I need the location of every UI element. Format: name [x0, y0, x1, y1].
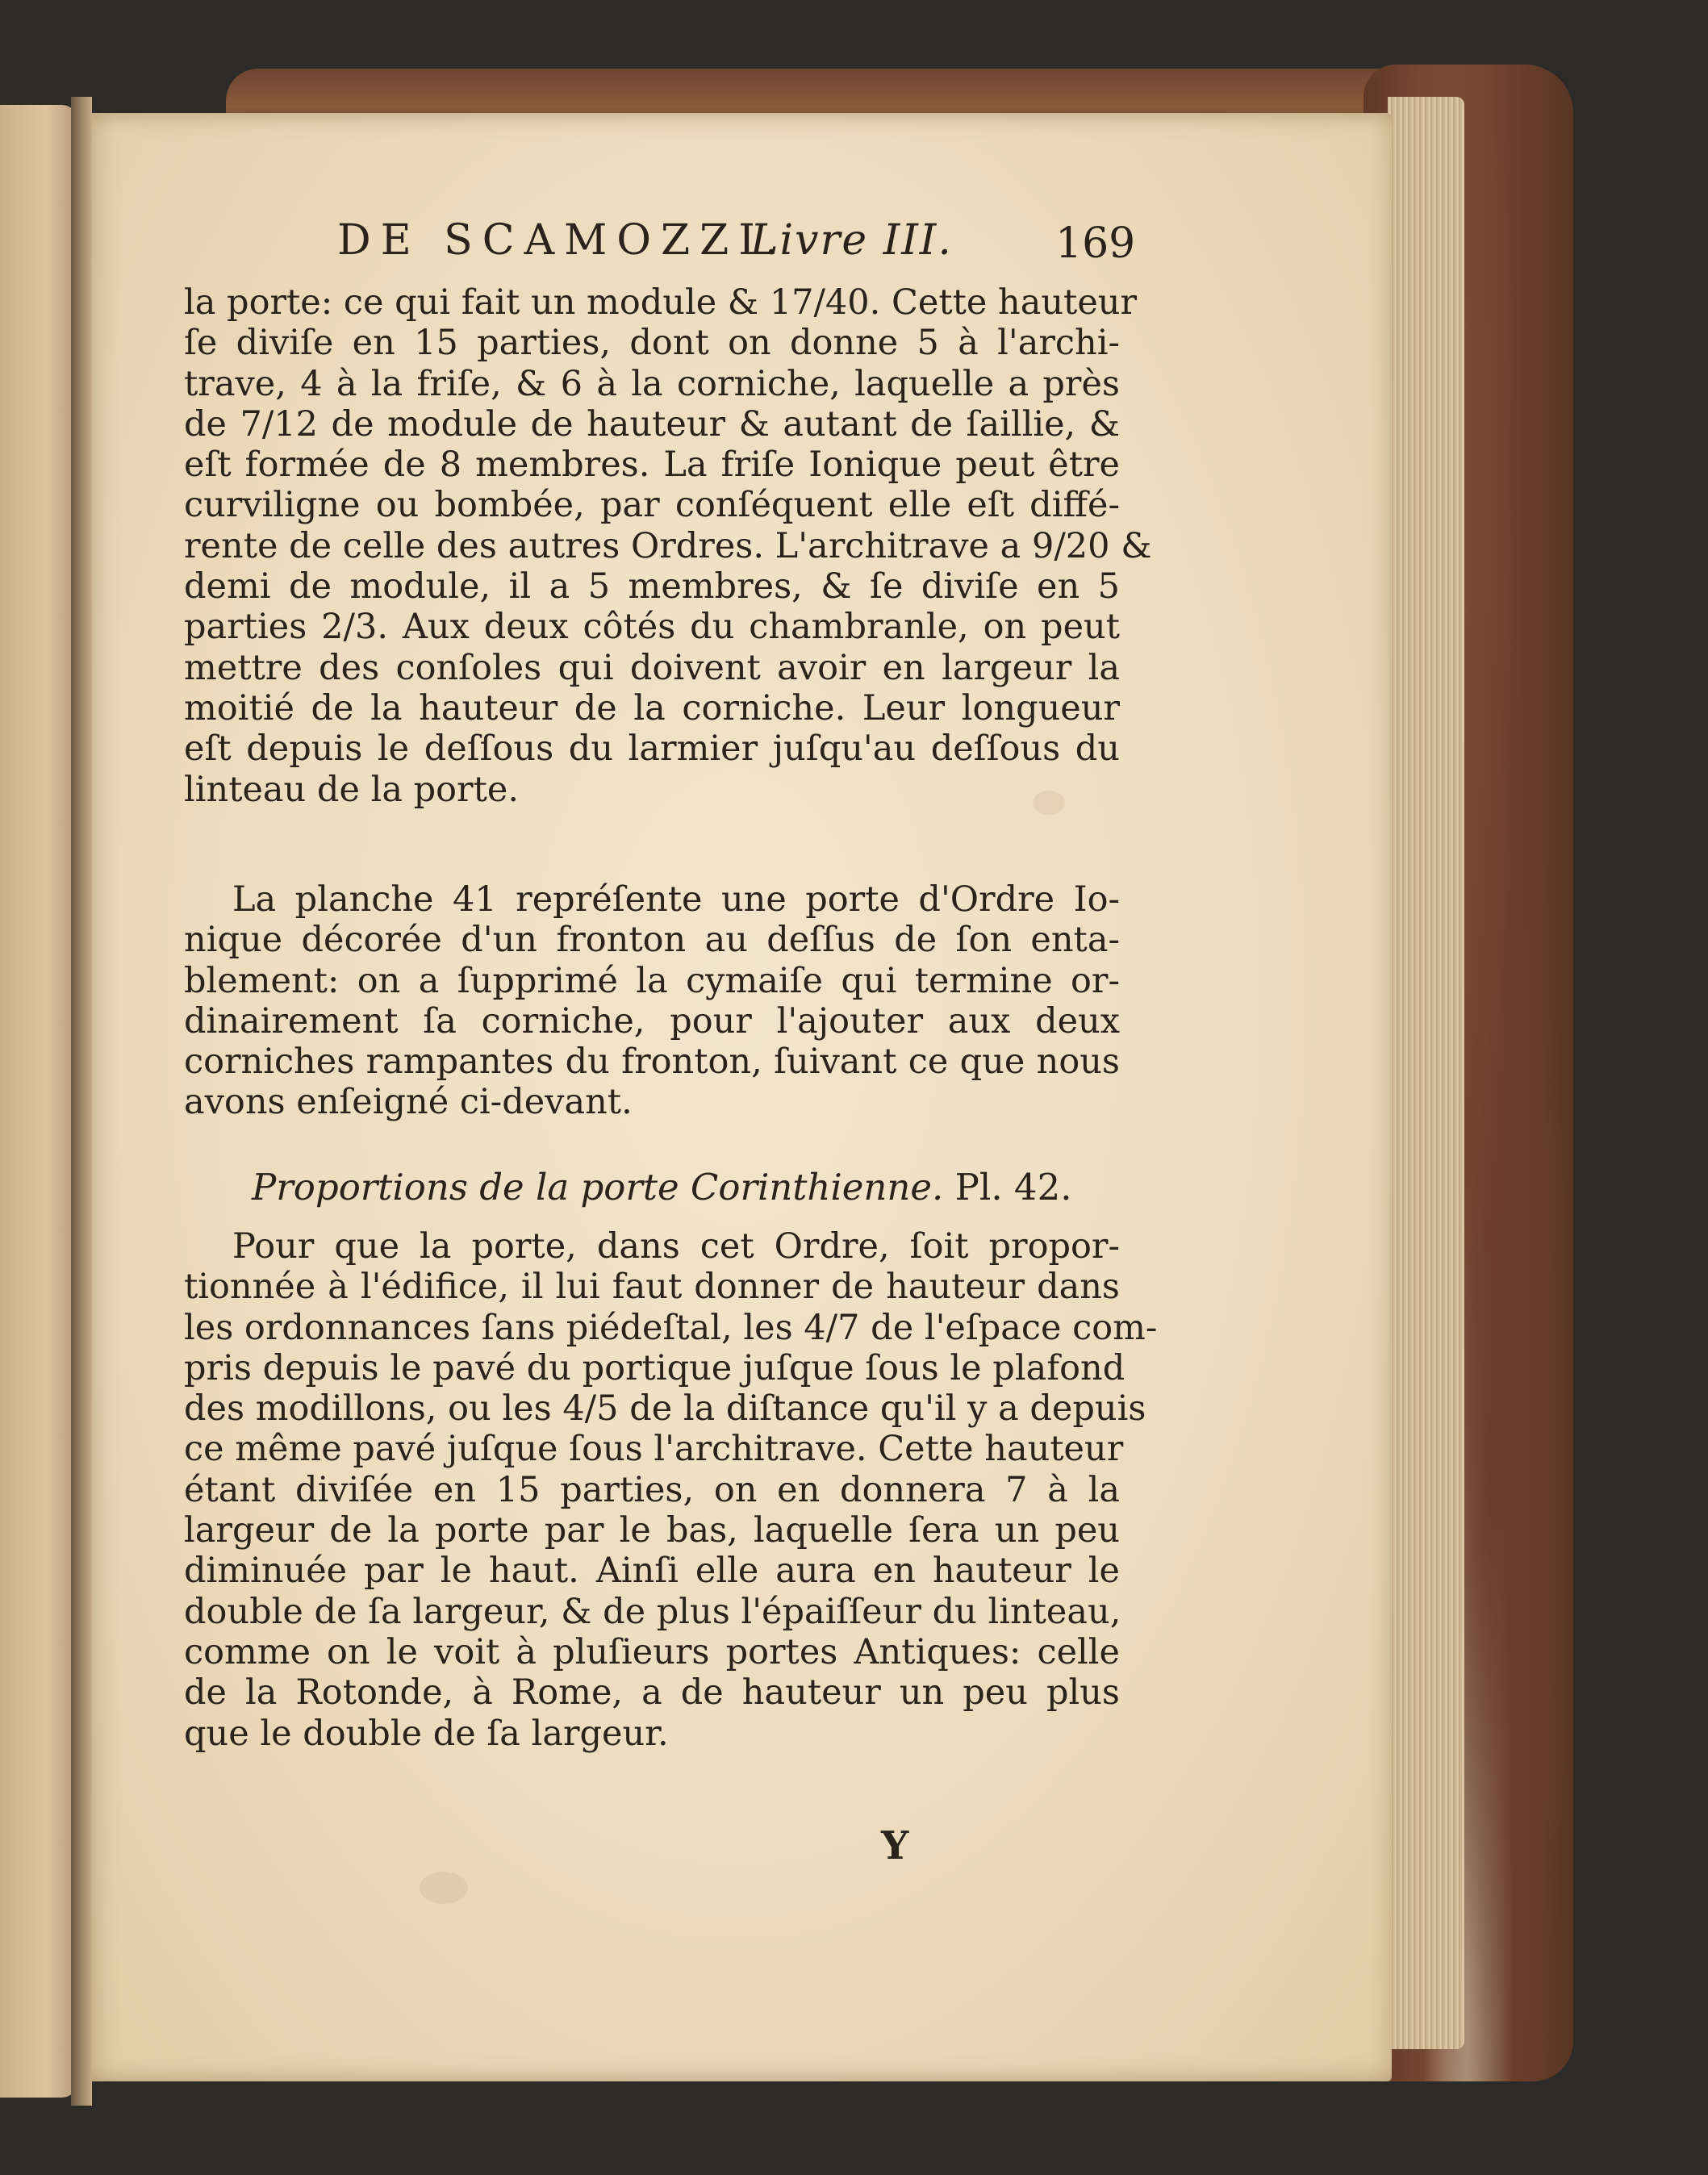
text-line: parties 2/3. Aux deux côtés du chambranle, on peut	[184, 607, 1120, 648]
text-line: moitié de la hauteur de la corniche. Leur longueur	[184, 687, 1120, 728]
text-line: des modillons, ou les 4/5 de la diſtance qu'il y a depuis	[184, 1388, 1146, 1430]
text-line: nique décorée d'un fronton au deſſus de ſon enta-	[184, 920, 1120, 961]
section-title: Proportions de la porte Corinthienne.	[252, 1166, 944, 1209]
foxing-spot	[420, 1872, 468, 1904]
text-line: que le double de ſa largeur.	[184, 1713, 669, 1754]
text-line: Pour que la porte, dans cet Ordre, ſoit propor-	[232, 1226, 1120, 1267]
text-line: corniches rampantes du fronton, ſuivant ce que nous	[184, 1042, 1120, 1083]
text-line: eſt formée de 8 membres. La friſe Ionique peut être	[184, 445, 1120, 486]
paragraph-corinthian-door	[184, 1226, 1158, 1754]
text-line: de 7/12 de module de hauteur & autant de ſaillie, &	[184, 403, 1120, 445]
page-edges	[1388, 97, 1464, 2049]
text-line: double de ſa largeur, & de plus l'épaiſſeur du linteau,	[184, 1591, 1121, 1632]
text-line: largeur de la porte par le bas, laquelle ſera un peu	[184, 1510, 1120, 1551]
text-line: tionnée à l'édifice, il lui faut donner de hauteur dans	[184, 1267, 1120, 1308]
text-line: La planche 41 repréſente une porte d'Ordre Io-	[232, 879, 1120, 920]
text-line: diminuée par le haut. Ainſi elle aura en hauteur le	[184, 1551, 1120, 1592]
paragraph-entablature	[184, 282, 1152, 810]
signature-mark: Y	[881, 1823, 909, 1868]
paragraph-planche-41	[184, 879, 1120, 1123]
page-number: 169	[1055, 219, 1136, 268]
text-line: dinairement ſa corniche, pour l'ajouter aux deux	[184, 1000, 1120, 1042]
text-line: étant diviſée en 15 parties, on en donnera 7 à la	[184, 1469, 1120, 1510]
running-title: DE SCAMOZZI.	[337, 216, 788, 265]
previous-page-edge	[0, 105, 77, 2098]
text-line: blement: on a ſupprimé la cymaiſe qui termine or-	[184, 960, 1120, 1001]
text-line: de la Rotonde, à Rome, a de hauteur un peu plus	[184, 1672, 1120, 1714]
text-line: les ordonnances ſans piédeſtal, les 4/7 de l'eſpace com-	[184, 1307, 1158, 1348]
text-line: ſe diviſe en 15 parties, dont on donne 5 à l'archi-	[184, 323, 1120, 364]
section-heading	[252, 1166, 1072, 1209]
plate-reference: Pl. 42.	[954, 1166, 1072, 1209]
text-line: rente de celle des autres Ordres. L'architrave a 9/20 &	[184, 525, 1152, 566]
text-line: curviligne ou bombée, par conſéquent elle eſt diffé-	[184, 485, 1120, 526]
text-line: pris depuis le pavé du portique juſque ſous le plafond	[184, 1347, 1125, 1388]
text-line: eſt depuis le deſſous du larmier juſqu'au deſſous du	[184, 728, 1120, 770]
text-line: demi de module, il a 5 membres, & ſe diviſe en 5	[184, 566, 1120, 607]
text-line: trave, 4 à la friſe, & 6 à la corniche, laquelle a près	[184, 363, 1120, 404]
text-line: avons enſeigné ci-devant.	[184, 1082, 633, 1123]
text-line: comme on le voit à pluſieurs portes Antiques: celle	[184, 1631, 1120, 1672]
text-line: ce même pavé juſque ſous l'architrave. Cette hauteur	[184, 1429, 1124, 1470]
text-line: linteau de la porte.	[184, 769, 519, 810]
book-number: Livre III.	[750, 216, 953, 265]
text-line: la porte: ce qui fait un module & 17/40. Cette hauteur	[184, 282, 1138, 323]
running-header	[337, 216, 1136, 281]
text-line: mettre des conſoles qui doivent avoir en largeur la	[184, 647, 1120, 688]
book-gutter	[71, 97, 92, 2106]
